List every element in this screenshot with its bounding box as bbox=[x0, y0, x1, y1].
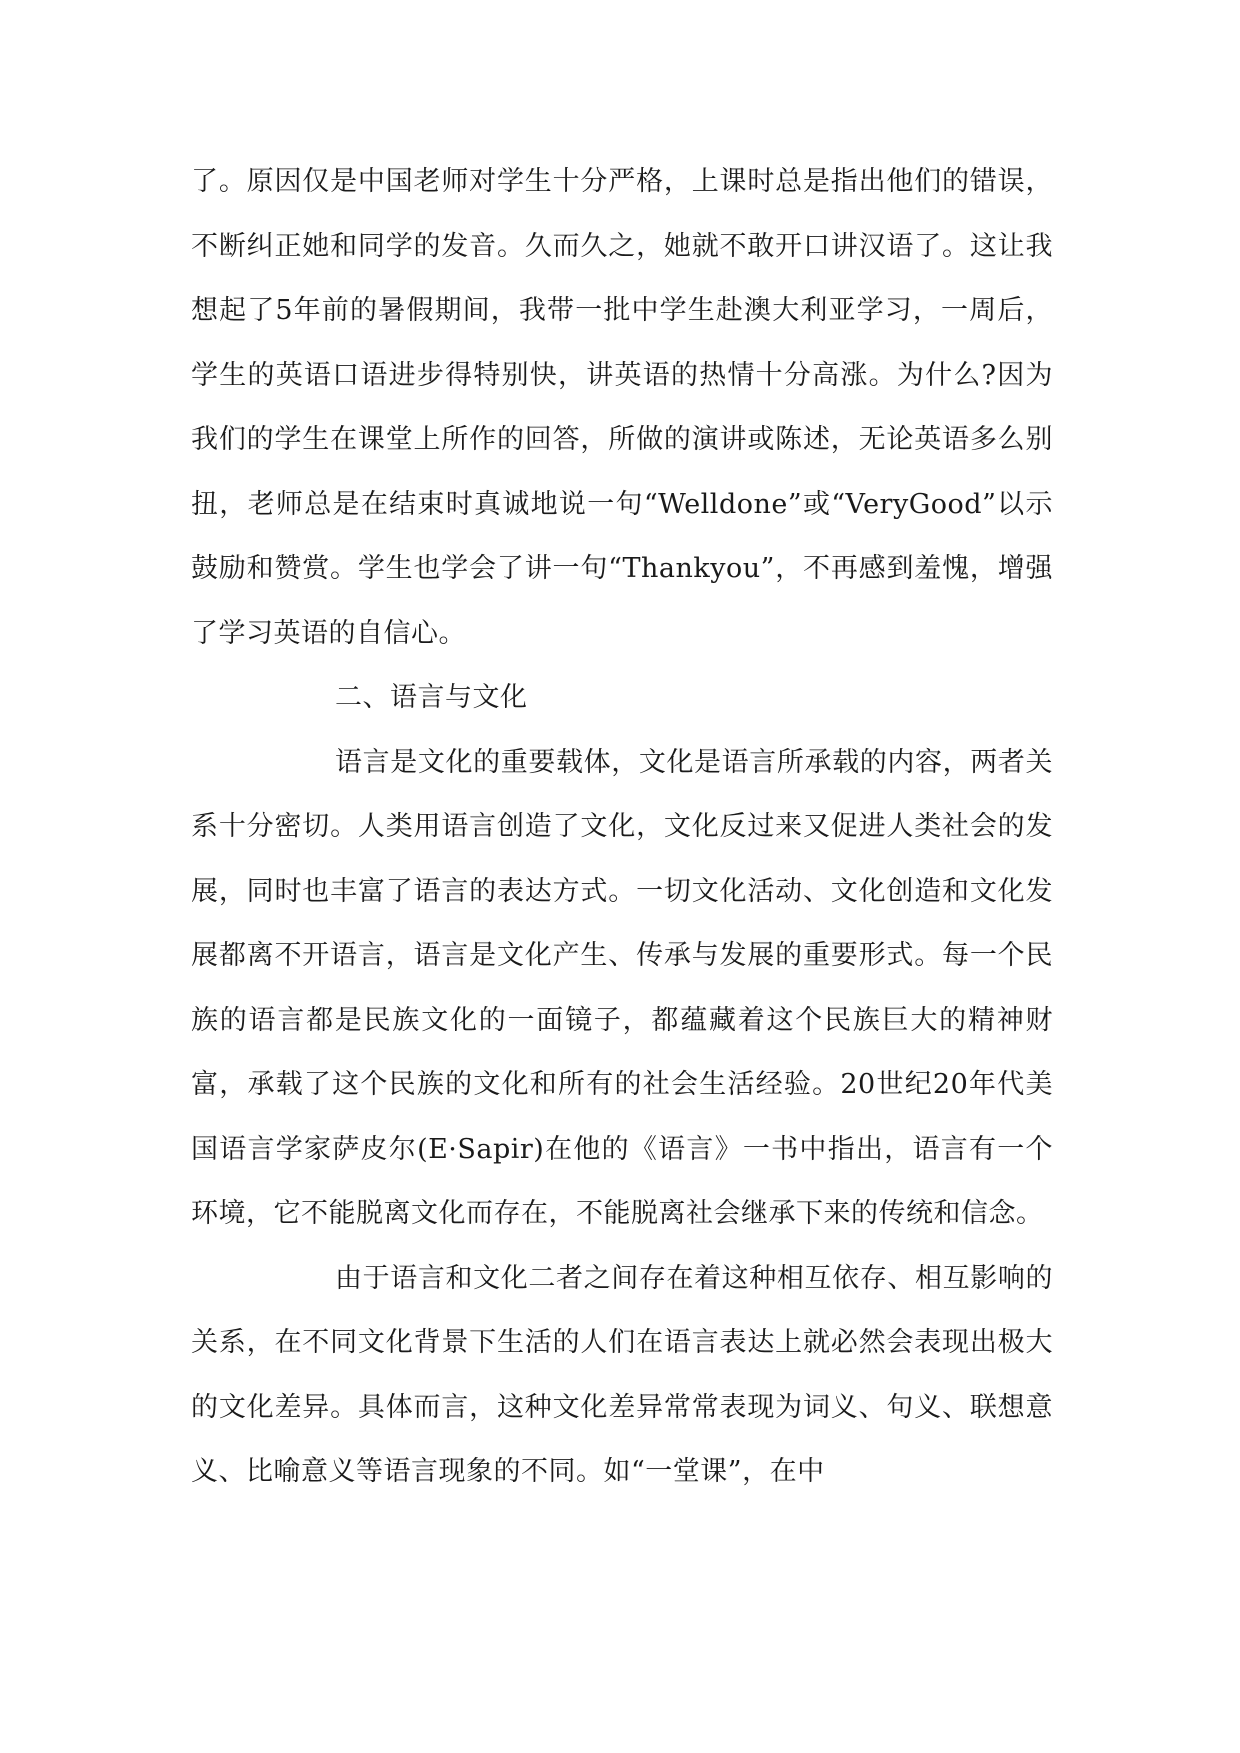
section-heading: 二、语言与文化 bbox=[335, 682, 528, 713]
document-body bbox=[191, 150, 1053, 1505]
paragraph-continuation: 了。原因仅是中国老师对学生十分严格，上课时总是指出他们的错误，不断纠正她和同学的发音。久而久之，她就不敢开口讲汉语了。这让我想起了5年前的暑假期间，我带一批中学生赴澳大利亚学习，一周后，学生的英语口语进步得特别快，讲英语的热情十分高涨。为什么?因为我们的学生在课堂上所作的回答，所做的演讲或陈述，无论英语多么别扭，老师总是在结束时真诚地说一句“Welldone”或“VeryGood”以示鼓励和赞赏。学生也学会了讲一句“Thankyou”，不再感到羞愧，增强了学习英语的自信心。 bbox=[191, 166, 1053, 649]
paragraph-cultural-difference: 由于语言和文化二者之间存在着这种相互依存、相互影响的关系，在不同文化背景下生活的人们在语言表达上就必然会表现出极大的文化差异。具体而言，这种文化差异常常表现为词义、句义、联想意义、比喻意义等语言现象的不同。如“一堂课”，在中 bbox=[191, 1262, 1053, 1487]
paragraph-language-culture: 语言是文化的重要载体，文化是语言所承载的内容，两者关系十分密切。人类用语言创造了文化，文化反过来又促进人类社会的发展，同时也丰富了语言的表达方式。一切文化活动、文化创造和文化发展都离不开语言，语言是文化产生、传承与发展的重要形式。每一个民族的语言都是民族文化的一面镜子，都蕴藏着这个民族巨大的精神财富，承载了这个民族的文化和所有的社会生活经验。20世纪20年代美国语言学家萨皮尔(E·Sapir)在他的《语言》一书中指出，语言有一个环境，它不能脱离文化而存在，不能脱离社会继承下来的传统和信念。 bbox=[191, 746, 1053, 1229]
